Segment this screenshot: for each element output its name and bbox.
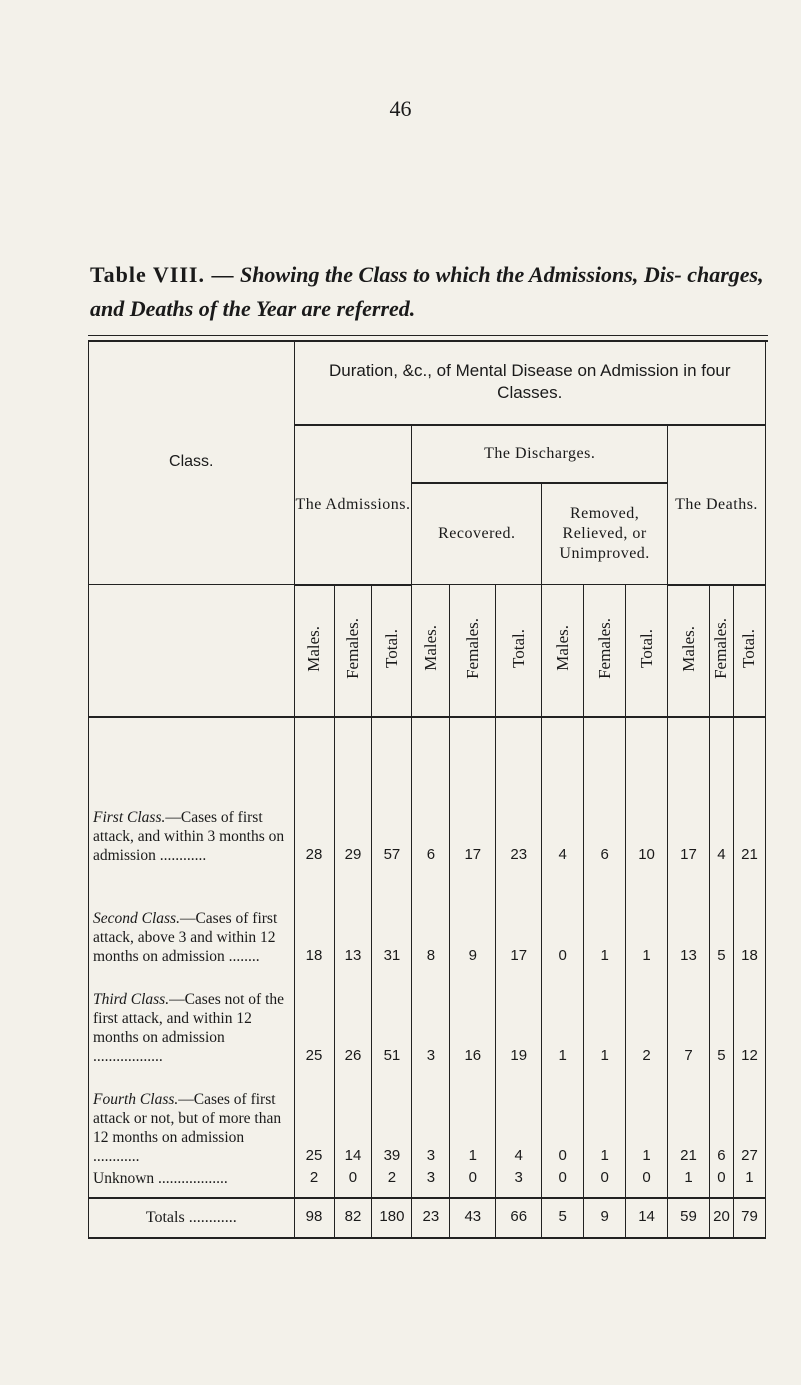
cell: 1 [584, 966, 626, 1066]
cell: 17 [668, 717, 710, 865]
cell: 25 [294, 1066, 334, 1166]
table-row [89, 1166, 766, 1188]
cell: 17 [496, 865, 542, 966]
cell: 1 [626, 1066, 668, 1166]
total-cell: 14 [626, 1198, 668, 1238]
col-recovered-males: Males. [412, 585, 450, 717]
cell: 3 [412, 1066, 450, 1166]
cell: 7 [668, 966, 710, 1066]
total-cell: 20 [709, 1198, 733, 1238]
cell: 18 [294, 865, 334, 966]
cell: 1 [450, 1066, 496, 1166]
cell: 16 [450, 966, 496, 1066]
class-column-header: Class. [89, 340, 295, 585]
spacer-row [89, 1188, 766, 1198]
cell: 9 [450, 865, 496, 966]
page-number: 46 [389, 96, 412, 121]
cell: 0 [450, 1166, 496, 1188]
cell: 0 [542, 1066, 584, 1166]
cell: 51 [372, 966, 412, 1066]
cell: 31 [372, 865, 412, 966]
cell: 8 [412, 865, 450, 966]
totals-label: Totals ............ [89, 1198, 295, 1238]
cell: 6 [584, 717, 626, 865]
blank-class-subheader [89, 585, 295, 717]
row-label-second-class: Second Class.—Cases of first attack, above 3 and within 12 months on admission ........ [89, 865, 295, 966]
table-subtitle: Showing the Class to which the Admissions, Dis- charges, and Deaths of the Year are referred. [90, 262, 764, 321]
total-cell: 23 [412, 1198, 450, 1238]
cell: 1 [733, 1166, 765, 1188]
table-number: Table VIII. — [90, 262, 235, 287]
deaths-header: The Deaths. [668, 425, 766, 585]
cell: 10 [626, 717, 668, 865]
row-label-fourth-class: Fourth Class.—Cases of first attack or not, but of more than 12 months on admission ............ [89, 1066, 295, 1166]
admissions-header: The Admissions. [294, 425, 412, 585]
cell: 6 [412, 717, 450, 865]
total-cell: 5 [542, 1198, 584, 1238]
cell: 1 [584, 1066, 626, 1166]
row-label-first-class: First Class.—Cases of first attack, and within 3 months on admission ............ [89, 717, 295, 865]
cell: 0 [542, 865, 584, 966]
discharges-header: The Discharges. [412, 425, 668, 483]
duration-header: Duration, &c., of Mental Disease on Admission in four Classes. [294, 340, 765, 425]
cell: 5 [709, 865, 733, 966]
table-row [89, 717, 766, 865]
table-title [90, 258, 770, 326]
cell: 2 [294, 1166, 334, 1188]
cell: 12 [733, 966, 765, 1066]
col-deaths-males: Males. [668, 585, 710, 717]
cell: 0 [626, 1166, 668, 1188]
cell: 13 [668, 865, 710, 966]
cell: 4 [542, 717, 584, 865]
table-row [89, 1066, 766, 1166]
cell: 5 [709, 966, 733, 1066]
cell: 3 [496, 1166, 542, 1188]
cell: 0 [709, 1166, 733, 1188]
cell: 18 [733, 865, 765, 966]
total-cell: 9 [584, 1198, 626, 1238]
cell: 21 [733, 717, 765, 865]
cell: 2 [372, 1166, 412, 1188]
cell: 2 [626, 966, 668, 1066]
table-row [89, 865, 766, 966]
cell: 0 [542, 1166, 584, 1188]
cell: 0 [334, 1166, 372, 1188]
title-rule [88, 335, 768, 336]
removed-header: Removed, Relieved, or Unimproved. [542, 483, 668, 585]
cell: 13 [334, 865, 372, 966]
totals-row [89, 1198, 766, 1238]
col-admissions-females: Females. [334, 585, 372, 717]
cell: 4 [709, 717, 733, 865]
total-cell: 98 [294, 1198, 334, 1238]
cell: 1 [584, 865, 626, 966]
cell: 29 [334, 717, 372, 865]
statistics-table [88, 340, 766, 1239]
col-recovered-total: Total. [496, 585, 542, 717]
total-cell: 43 [450, 1198, 496, 1238]
row-label-third-class: Third Class.—Cases not of the first attack, and within 12 months on admission .................. [89, 966, 295, 1066]
cell: 1 [626, 865, 668, 966]
total-cell: 59 [668, 1198, 710, 1238]
cell: 27 [733, 1066, 765, 1166]
total-cell: 180 [372, 1198, 412, 1238]
cell: 4 [496, 1066, 542, 1166]
cell: 23 [496, 717, 542, 865]
cell: 1 [542, 966, 584, 1066]
cell: 21 [668, 1066, 710, 1166]
col-admissions-total: Total. [372, 585, 412, 717]
cell: 14 [334, 1066, 372, 1166]
total-cell: 79 [733, 1198, 765, 1238]
cell: 19 [496, 966, 542, 1066]
cell: 6 [709, 1066, 733, 1166]
col-removed-males: Males. [542, 585, 584, 717]
total-cell: 82 [334, 1198, 372, 1238]
col-deaths-total: Total. [733, 585, 765, 717]
cell: 57 [372, 717, 412, 865]
cell: 0 [584, 1166, 626, 1188]
cell: 17 [450, 717, 496, 865]
col-deaths-females: Females. [709, 585, 733, 717]
table-row [89, 966, 766, 1066]
col-removed-total: Total. [626, 585, 668, 717]
total-cell: 66 [496, 1198, 542, 1238]
cell: 3 [412, 1166, 450, 1188]
row-label-unknown: Unknown .................. [89, 1166, 295, 1188]
cell: 39 [372, 1066, 412, 1166]
col-admissions-males: Males. [294, 585, 334, 717]
col-recovered-females: Females. [450, 585, 496, 717]
col-removed-females: Females. [584, 585, 626, 717]
cell: 25 [294, 966, 334, 1066]
recovered-header: Recovered. [412, 483, 542, 585]
cell: 1 [668, 1166, 710, 1188]
cell: 28 [294, 717, 334, 865]
cell: 3 [412, 966, 450, 1066]
cell: 26 [334, 966, 372, 1066]
